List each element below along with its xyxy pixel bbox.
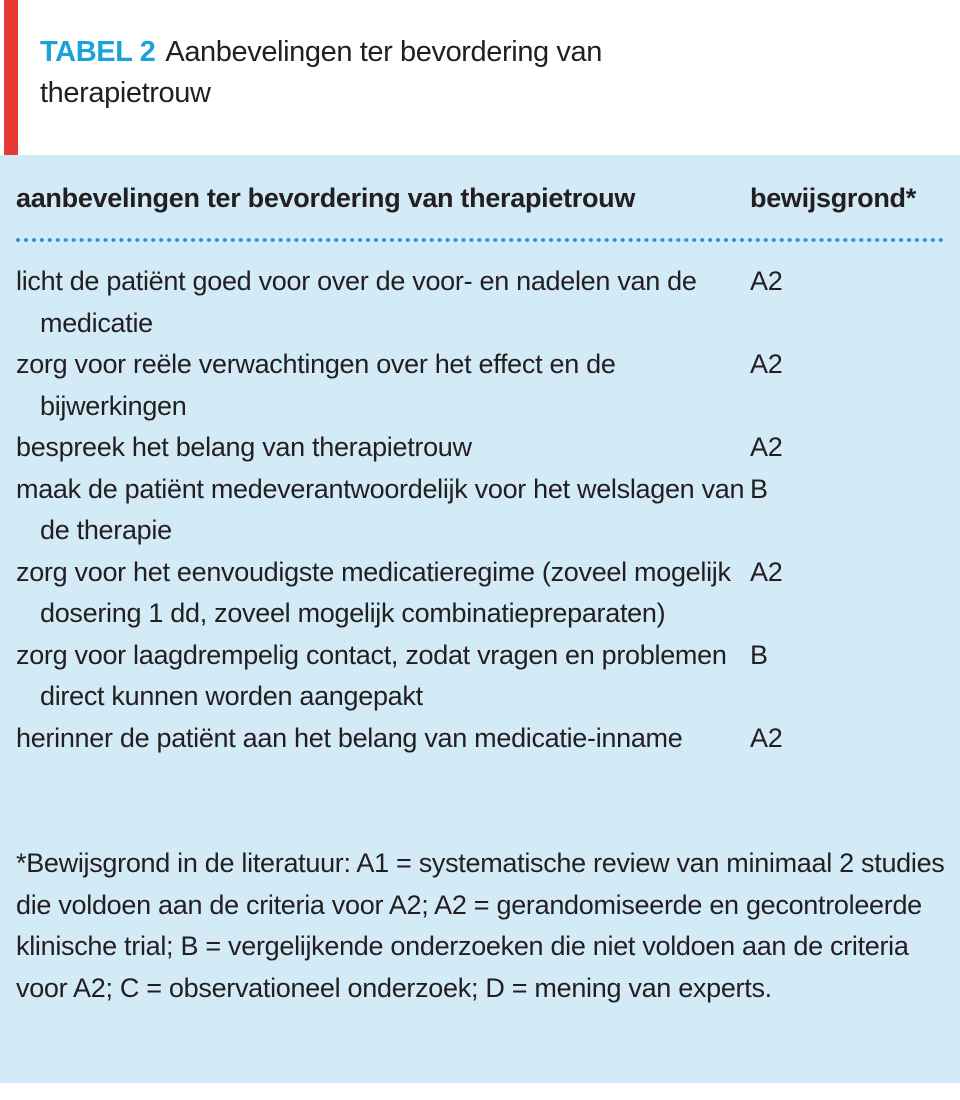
recommendation-text: herinner de patiënt aan het belang van medicatie-inname	[16, 722, 683, 753]
recommendation-text: bespreek het belang van therapietrouw	[16, 432, 472, 462]
table-row	[16, 344, 946, 427]
recommendation-text: zorg voor het eenvoudigste medicatieregime (zoveel mogelijk dosering 1 dd, zoveel mogelijk combinatiepreparaten)	[16, 556, 731, 628]
table-header	[0, 0, 960, 155]
table-title	[40, 32, 740, 114]
table-body	[16, 261, 946, 759]
column-header-recommendations: aanbevelingen ter bevordering van therapietrouw	[16, 183, 636, 213]
header-divider	[16, 238, 944, 242]
table-row	[16, 552, 946, 635]
evidence-grade: A2	[750, 556, 783, 587]
evidence-grade: B	[750, 639, 768, 670]
column-header-evidence: bewijsgrond*	[750, 183, 916, 213]
recommendation-text: licht de patiënt goed voor over de voor- en nadelen van de medicatie	[16, 266, 697, 338]
evidence-grade: B	[750, 473, 768, 504]
table-row	[16, 261, 946, 344]
table-row	[16, 718, 946, 760]
recommendation-text: maak de patiënt medeverantwoordelijk voor het welslagen van de therapie	[16, 473, 745, 545]
evidence-grade: A2	[750, 722, 783, 753]
recommendation-text: zorg voor reële verwachtingen over het effect en de bijwerkingen	[16, 349, 616, 421]
table-row	[16, 469, 946, 552]
accent-bar	[4, 0, 18, 155]
recommendation-text: zorg voor laagdrempelig contact, zodat vragen en problemen direct kunnen worden aangepakt	[16, 639, 727, 711]
table-row	[16, 635, 946, 718]
evidence-grade: A2	[750, 432, 783, 462]
evidence-footnote: *Bewijsgrond in de literatuur: A1 = systematische review van minimaal 2 studies die voldoen aan de criteria voor A2; A2 = gerandomiseerde en gecontroleerde klinische trial; B = vergelijkende onderzoeken die niet voldoen aan de criteria voor A2; C = observationeel onderzoek; D = mening van experts.	[16, 848, 945, 1003]
table-row	[16, 427, 946, 469]
evidence-grade: A2	[750, 349, 783, 379]
evidence-grade: A2	[750, 266, 783, 296]
table-label: TABEL 2	[40, 36, 156, 68]
table-title-text: Aanbevelingen ter bevordering van therapietrouw	[40, 36, 602, 109]
